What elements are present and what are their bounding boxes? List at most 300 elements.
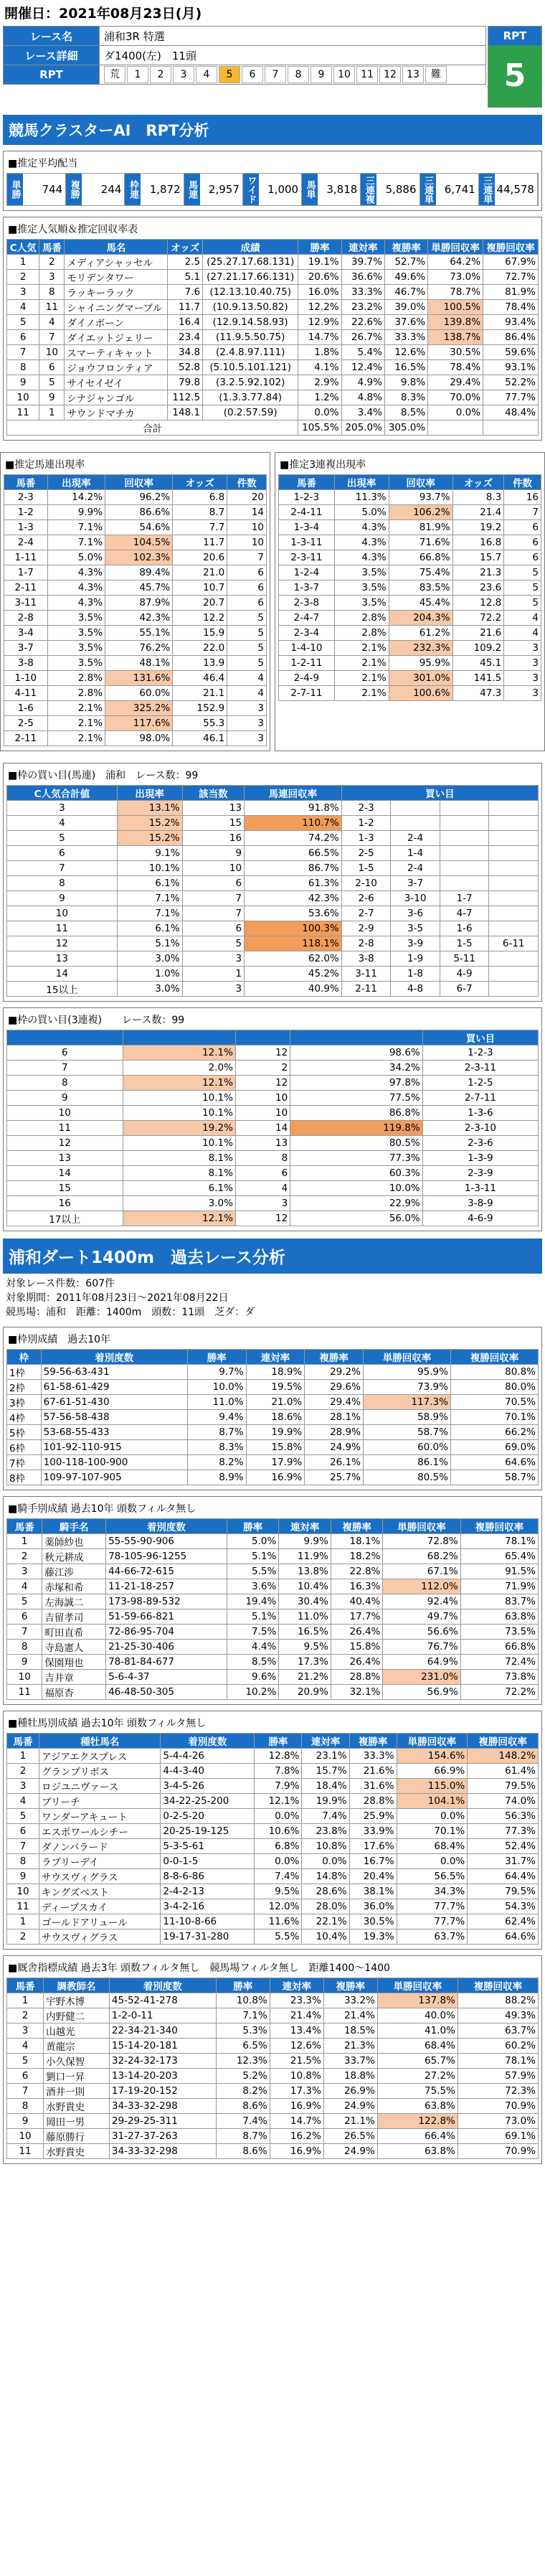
table-cell: 3-8-9 bbox=[422, 1196, 538, 1211]
table-cell: 75.5% bbox=[377, 2084, 458, 2099]
table-cell: (11.9.5.50.75) bbox=[203, 330, 298, 345]
table-cell: 16 bbox=[7, 1196, 123, 1211]
table-cell: 104.5% bbox=[105, 535, 173, 550]
table-cell: 15.7% bbox=[302, 1764, 349, 1779]
table-cell: 薬師紗也 bbox=[42, 1534, 106, 1549]
table-cell: 22-34-21-340 bbox=[109, 2023, 216, 2039]
column-header: 該当数 bbox=[182, 786, 245, 801]
table-cell: 96.2% bbox=[105, 490, 173, 505]
table-cell: 45.1 bbox=[452, 656, 504, 671]
table-cell: 232.3% bbox=[389, 641, 452, 656]
table-cell: 9.6% bbox=[227, 1670, 279, 1685]
table-cell: 2.1% bbox=[334, 671, 389, 686]
table-cell: 86.4% bbox=[483, 330, 539, 345]
table-cell: 14 bbox=[227, 505, 267, 520]
table-cell: 6 bbox=[7, 2069, 44, 2084]
table-cell: 7.1% bbox=[117, 891, 182, 906]
table-cell: 61-58-61-429 bbox=[41, 1380, 187, 1395]
table-cell: 8.5% bbox=[227, 1655, 279, 1670]
table-cell: 23.6 bbox=[452, 580, 504, 596]
table-row bbox=[7, 1779, 539, 1794]
table-cell: 18.1% bbox=[331, 1534, 383, 1549]
table-row bbox=[7, 300, 539, 315]
table-cell: 1 bbox=[7, 255, 39, 270]
table-cell: 2.1% bbox=[47, 701, 105, 716]
table-cell: 8-8-6-86 bbox=[161, 1869, 255, 1884]
table-cell: 10 bbox=[227, 535, 267, 550]
table-row bbox=[279, 656, 541, 671]
table-cell: ダノンバラード bbox=[39, 1839, 161, 1854]
table-cell: 68.4% bbox=[397, 1839, 468, 1854]
table-cell: 73.9% bbox=[363, 1380, 450, 1395]
table-cell: 5 bbox=[227, 611, 267, 626]
table-cell: ラブリーデイ bbox=[39, 1854, 161, 1869]
table-row bbox=[7, 405, 539, 420]
table-cell: 吉井章 bbox=[42, 1670, 106, 1685]
table-cell: 119.8% bbox=[290, 1121, 423, 1136]
table-cell: 66.2% bbox=[450, 1425, 538, 1440]
table-cell: 3 bbox=[182, 982, 245, 997]
table-cell: 21.0 bbox=[173, 565, 227, 580]
table-cell: 63.8% bbox=[460, 1609, 538, 1625]
table-cell: 46-48-50-305 bbox=[106, 1685, 227, 1700]
table-cell: 3 bbox=[227, 731, 267, 746]
payout-item bbox=[7, 174, 66, 205]
payout-item bbox=[184, 174, 243, 205]
jockey-table bbox=[6, 1518, 539, 1700]
table-cell: 左海誠二 bbox=[42, 1594, 106, 1609]
table-cell: 宇野木博 bbox=[44, 1993, 110, 2008]
table-cell: 13.4% bbox=[270, 2023, 323, 2039]
table-cell: 2.1% bbox=[47, 731, 105, 746]
table-cell: 15.8% bbox=[331, 1640, 383, 1655]
table-cell: 139.8% bbox=[428, 315, 483, 330]
table-cell: 2-4 bbox=[4, 535, 48, 550]
table-header-row bbox=[7, 1978, 539, 1993]
table-cell: 21-25-30-406 bbox=[106, 1640, 227, 1655]
table-row bbox=[7, 1549, 539, 1564]
table-cell: 30.5% bbox=[349, 1914, 397, 1929]
table-cell: 61.2% bbox=[389, 626, 452, 641]
table-row bbox=[7, 1685, 539, 1700]
table-cell: 26.5% bbox=[323, 2129, 377, 2144]
table-cell: 1-2-3 bbox=[279, 490, 335, 505]
waku-stats-box bbox=[3, 1327, 542, 1490]
table-cell: 70.9% bbox=[458, 2099, 538, 2114]
table-cell: 59.6% bbox=[483, 345, 539, 360]
payout-item bbox=[243, 174, 302, 205]
payout-item bbox=[361, 174, 420, 205]
total-row bbox=[7, 420, 539, 436]
table-cell: 109-97-107-905 bbox=[41, 1470, 187, 1485]
table-cell: 2-5 bbox=[341, 846, 391, 861]
table-cell: 1-2-4 bbox=[279, 565, 335, 580]
table-cell: 9.1% bbox=[117, 846, 182, 861]
table-cell: 24.9% bbox=[323, 2099, 377, 2114]
table-cell: 3 bbox=[235, 1196, 290, 1211]
table-cell: 72.8% bbox=[383, 1534, 460, 1549]
table-cell: 9 bbox=[39, 390, 65, 405]
table-cell: 8枠 bbox=[7, 1470, 42, 1485]
table-cell: 34.8 bbox=[168, 345, 203, 360]
column-header: 複勝回収率 bbox=[483, 240, 539, 255]
table-cell: 20.6% bbox=[298, 270, 341, 285]
table-cell: 46.1 bbox=[173, 731, 227, 746]
table-cell: 72.2 bbox=[452, 611, 504, 626]
table-cell: 70.5% bbox=[450, 1395, 538, 1410]
table-cell: 55-55-90-906 bbox=[106, 1534, 227, 1549]
column-header bbox=[290, 1030, 423, 1045]
table-cell: 12 bbox=[235, 1211, 290, 1226]
table-cell: 2-4-11 bbox=[279, 505, 335, 520]
table-cell: 12.6% bbox=[384, 345, 427, 360]
table-cell: 3.5% bbox=[334, 580, 389, 596]
payout-value: 44,578 bbox=[496, 183, 534, 196]
table-cell: 2.1% bbox=[334, 656, 389, 671]
table-cell: 寺島憲人 bbox=[42, 1640, 106, 1655]
table-cell: 66.8% bbox=[389, 550, 452, 565]
table-cell: 58.9% bbox=[363, 1410, 450, 1425]
table-cell: 51-59-66-821 bbox=[106, 1609, 227, 1625]
table-cell: 6.1% bbox=[123, 1181, 235, 1196]
table-cell: 10.1% bbox=[123, 1091, 235, 1106]
table-cell: 3-7 bbox=[4, 641, 48, 656]
table-cell: 100.6% bbox=[389, 686, 452, 701]
table-cell: 4.1% bbox=[298, 360, 341, 375]
table-cell: (5.10.5.101.121) bbox=[203, 360, 298, 375]
table-cell: 8.3% bbox=[384, 390, 427, 405]
table-cell: 16 bbox=[504, 490, 541, 505]
table-row bbox=[7, 861, 539, 876]
waku-sanrentan-caption: ■枠の買い目(3連複) レース数：99 bbox=[8, 1015, 185, 1026]
column-header: オッズ bbox=[168, 240, 203, 255]
table-cell: 4.3% bbox=[334, 520, 389, 535]
table-cell: 64.6% bbox=[450, 1455, 538, 1470]
table-cell: 80.5% bbox=[290, 1136, 423, 1151]
table-cell: 0.0% bbox=[255, 1854, 302, 1869]
table-row bbox=[7, 1061, 539, 1076]
table-cell: 14 bbox=[7, 967, 118, 982]
table-cell: 56.9% bbox=[383, 1685, 460, 1700]
table-cell: 5 bbox=[504, 580, 541, 596]
table-cell: 3-7 bbox=[391, 876, 440, 891]
table-cell: 4-6-9 bbox=[422, 1211, 538, 1226]
rpt-cell: 4 bbox=[196, 66, 217, 83]
column-header: 着別度数 bbox=[106, 1519, 227, 1534]
table-row bbox=[7, 1045, 539, 1061]
table-cell: エスポワールシチー bbox=[39, 1824, 161, 1839]
table-row bbox=[7, 1166, 539, 1181]
table-cell: シャイニングマーブル bbox=[65, 300, 168, 315]
table-row bbox=[279, 520, 541, 535]
table-cell: 78.1% bbox=[460, 1534, 538, 1549]
table-cell: 71.6% bbox=[389, 535, 452, 550]
table-cell: 4.3% bbox=[47, 580, 105, 596]
table-cell: 15.2% bbox=[117, 831, 182, 846]
table-cell: 1-3-4 bbox=[279, 520, 335, 535]
table-cell: 1-5 bbox=[440, 936, 489, 951]
table-row bbox=[7, 1764, 539, 1779]
table-cell: サイセイゼイ bbox=[65, 375, 168, 390]
table-cell: 10.8% bbox=[270, 2069, 323, 2084]
table-cell: 2.5 bbox=[168, 255, 203, 270]
table-cell: 6 bbox=[235, 1166, 290, 1181]
table-cell: 2-8 bbox=[341, 936, 391, 951]
table-cell: 12.1% bbox=[123, 1211, 235, 1226]
table-cell: 112.5 bbox=[168, 390, 203, 405]
table-cell: 100.5% bbox=[428, 300, 483, 315]
popularity-caption: ■推定人気順＆推定回収率表 bbox=[8, 224, 138, 235]
table-cell: 15.7 bbox=[452, 550, 504, 565]
column-header: 単勝回収率 bbox=[383, 1519, 460, 1534]
table-cell: ダイノボーン bbox=[65, 315, 168, 330]
total-label: 合計 bbox=[7, 420, 298, 436]
table-cell: 36.0% bbox=[349, 1899, 397, 1914]
table-cell: 12.8 bbox=[452, 596, 504, 611]
table-cell: 62.0% bbox=[245, 951, 342, 967]
table-cell: 11 bbox=[7, 1121, 123, 1136]
table-cell: 8.2% bbox=[187, 1455, 246, 1470]
table-cell: 3.5% bbox=[47, 611, 105, 626]
table-cell: 63.8% bbox=[377, 2099, 458, 2114]
table-cell: 16.8 bbox=[452, 535, 504, 550]
table-cell: 60.2% bbox=[458, 2039, 538, 2054]
table-row bbox=[4, 596, 267, 611]
table-cell: 13 bbox=[7, 1151, 123, 1166]
table-cell: 28.1% bbox=[305, 1410, 364, 1425]
column-header: 出現率 bbox=[334, 475, 389, 490]
table-cell: 10 bbox=[7, 906, 118, 921]
table-cell bbox=[440, 816, 489, 831]
table-cell: 22.9% bbox=[290, 1196, 423, 1211]
table-cell: 16.0% bbox=[298, 285, 341, 300]
table-cell: 藤原勝行 bbox=[44, 2129, 110, 2144]
column-header: 騎手名 bbox=[42, 1519, 106, 1534]
table-cell: 20-25-19-125 bbox=[161, 1824, 255, 1839]
table-cell: 3-4-5-26 bbox=[161, 1779, 255, 1794]
column-header bbox=[7, 1030, 123, 1045]
column-header: 勝率 bbox=[227, 1519, 279, 1534]
rpt-cell: 7 bbox=[265, 66, 286, 83]
table-cell: 10.0% bbox=[290, 1181, 423, 1196]
table-cell: 2-3-9 bbox=[422, 1166, 538, 1181]
table-cell: 2-3 bbox=[4, 490, 48, 505]
payout-value: 744 bbox=[42, 183, 63, 196]
table-cell: 3 bbox=[504, 671, 541, 686]
table-cell: 1-3 bbox=[341, 831, 391, 846]
table-cell: 117.3% bbox=[363, 1395, 450, 1410]
table-cell: 劉口一昇 bbox=[44, 2069, 110, 2084]
table-row bbox=[7, 1884, 539, 1899]
table-cell: 2.8% bbox=[47, 686, 105, 701]
table-row bbox=[279, 505, 541, 520]
table-cell: 20.9% bbox=[279, 1685, 331, 1700]
payout-row bbox=[6, 173, 539, 206]
table-cell: 10 bbox=[7, 1884, 39, 1899]
table-cell bbox=[489, 801, 539, 816]
table-cell: 97.8% bbox=[290, 1076, 423, 1091]
table-cell: 5 bbox=[39, 375, 65, 390]
jockey-box bbox=[3, 1496, 542, 1705]
table-cell: 74.0% bbox=[468, 1794, 539, 1809]
table-cell: 39.7% bbox=[341, 255, 384, 270]
column-header: 連対率 bbox=[341, 240, 384, 255]
table-cell: 78.4% bbox=[483, 300, 539, 315]
table-cell: 137.8% bbox=[377, 1993, 458, 2008]
table-cell: 12.1% bbox=[123, 1045, 235, 1061]
table-row bbox=[7, 1196, 539, 1211]
course-meta-line: 対象レース件数：607件 bbox=[6, 1278, 115, 1289]
table-row bbox=[7, 1136, 539, 1151]
table-cell: 48.1% bbox=[105, 656, 173, 671]
table-cell bbox=[489, 876, 539, 891]
table-header-row bbox=[7, 1734, 539, 1749]
table-cell: 80.8% bbox=[450, 1365, 538, 1380]
race-header bbox=[3, 26, 542, 112]
table-cell: 1-7 bbox=[440, 891, 489, 906]
table-cell: 1-11 bbox=[4, 550, 48, 565]
course-title: 浦和ダート1400m 過去レース分析 bbox=[3, 1238, 542, 1274]
table-cell: 28.9% bbox=[305, 1425, 364, 1440]
table-cell: 59-56-63-431 bbox=[41, 1365, 187, 1380]
table-cell: 13 bbox=[182, 801, 245, 816]
table-cell: 115.0% bbox=[397, 1779, 468, 1794]
table-row bbox=[7, 360, 539, 375]
table-cell: 5-11 bbox=[440, 951, 489, 967]
table-cell: 4 bbox=[39, 315, 65, 330]
table-cell: 173-98-89-532 bbox=[106, 1594, 227, 1609]
rpt-scale-label: RPT bbox=[4, 65, 100, 85]
table-cell: 2.8% bbox=[334, 626, 389, 641]
table-row bbox=[7, 2084, 539, 2099]
table-row bbox=[7, 1609, 539, 1625]
table-cell: 17.3% bbox=[270, 2084, 323, 2099]
table-cell: 10 bbox=[227, 520, 267, 535]
payout-label: 三連単 bbox=[479, 174, 495, 205]
table-cell: 117.6% bbox=[105, 716, 173, 731]
table-cell: 73.0% bbox=[458, 2114, 538, 2129]
table-cell: 57-56-58-438 bbox=[41, 1410, 187, 1425]
table-cell: 49.7% bbox=[383, 1609, 460, 1625]
payout-label: 馬単 bbox=[302, 174, 318, 205]
table-cell: 92.4% bbox=[383, 1594, 460, 1609]
column-header: 出現率 bbox=[47, 475, 105, 490]
table-cell: 11 bbox=[7, 1685, 42, 1700]
table-cell: 2 bbox=[7, 1549, 42, 1564]
table-cell: 6 bbox=[7, 330, 39, 345]
table-cell: 3.5% bbox=[334, 596, 389, 611]
table-cell: 7 bbox=[7, 345, 39, 360]
table-cell: 山越光 bbox=[44, 2023, 110, 2039]
table-cell: 2 bbox=[7, 1929, 39, 1945]
table-cell: 1-4-10 bbox=[279, 641, 335, 656]
waku-stats-caption: ■枠別成績 過去10年 bbox=[8, 1334, 111, 1345]
table-cell: 12.8% bbox=[255, 1749, 302, 1764]
table-cell: 8.5% bbox=[384, 405, 427, 420]
table-cell: 10 bbox=[7, 1670, 42, 1685]
payout-value: 1,000 bbox=[267, 183, 299, 196]
table-cell: 2-4 bbox=[391, 861, 440, 876]
table-cell: 7 bbox=[504, 505, 541, 520]
table-cell: 98.0% bbox=[105, 731, 173, 746]
table-cell bbox=[489, 861, 539, 876]
table-cell: 10 bbox=[7, 390, 39, 405]
table-row bbox=[4, 505, 267, 520]
table-cell: 8.1% bbox=[123, 1151, 235, 1166]
table-cell: 70.1% bbox=[450, 1410, 538, 1425]
table-cell: 4.9% bbox=[341, 375, 384, 390]
table-cell: 26.1% bbox=[305, 1455, 364, 1470]
table-cell: グランプリボス bbox=[39, 1764, 161, 1779]
column-header: 勝率 bbox=[298, 240, 341, 255]
rpt-cell: 荒 bbox=[104, 66, 125, 83]
rpt-cell: 2 bbox=[150, 66, 171, 83]
table-cell: 4-7 bbox=[440, 906, 489, 921]
table-row bbox=[7, 1470, 539, 1485]
table-cell bbox=[489, 816, 539, 831]
table-row bbox=[279, 580, 541, 596]
table-cell: 3 bbox=[7, 1779, 39, 1794]
table-cell: 3.0% bbox=[123, 1196, 235, 1211]
column-header: 枠 bbox=[7, 1350, 42, 1365]
table-cell: 10 bbox=[7, 2129, 44, 2144]
table-cell: 138.7% bbox=[428, 330, 483, 345]
table-cell: 12.0% bbox=[255, 1899, 302, 1914]
payout-item bbox=[66, 174, 125, 205]
table-cell: 3-10 bbox=[391, 891, 440, 906]
table-cell: 6 bbox=[7, 1824, 39, 1839]
table-cell: 3 bbox=[504, 686, 541, 701]
table-cell: 7.1% bbox=[47, 520, 105, 535]
table-cell: 12.1% bbox=[123, 1076, 235, 1091]
table-cell: (10.9.13.50.82) bbox=[203, 300, 298, 315]
payout-label: 三連複 bbox=[361, 174, 376, 205]
table-cell: 77.7% bbox=[397, 1914, 468, 1929]
table-cell: 5.0% bbox=[47, 550, 105, 565]
table-cell: 31.7% bbox=[468, 1854, 539, 1869]
table-cell: 5 bbox=[7, 1809, 39, 1824]
table-cell: 2.9% bbox=[298, 375, 341, 390]
table-cell: 86.6% bbox=[105, 505, 173, 520]
table-cell: 152.9 bbox=[173, 701, 227, 716]
table-cell: 29-29-25-311 bbox=[109, 2114, 216, 2129]
table-cell: ブリーチ bbox=[39, 1794, 161, 1809]
table-cell: 10 bbox=[182, 861, 245, 876]
table-cell: 40.9% bbox=[245, 982, 342, 997]
table-row bbox=[7, 801, 539, 816]
table-cell: 22.6% bbox=[341, 315, 384, 330]
table-cell: 3-8 bbox=[341, 951, 391, 967]
table-cell: 29.4% bbox=[305, 1395, 364, 1410]
table-cell: 3.0% bbox=[117, 951, 182, 967]
table-cell: 7.4% bbox=[216, 2114, 270, 2129]
table-cell: 30.4% bbox=[279, 1594, 331, 1609]
table-cell: 110.7% bbox=[245, 816, 342, 831]
table-row bbox=[7, 846, 539, 861]
table-cell: 10.6% bbox=[255, 1824, 302, 1839]
payout-caption: ■推定平均配当 bbox=[8, 158, 78, 169]
table-cell: 64.9% bbox=[383, 1655, 460, 1670]
table-cell: 3-5 bbox=[391, 921, 440, 936]
table-cell: 87.9% bbox=[105, 596, 173, 611]
table-cell: 101-92-110-915 bbox=[41, 1440, 187, 1455]
table-cell: 52.7% bbox=[384, 255, 427, 270]
table-cell: 9.9% bbox=[47, 505, 105, 520]
rpt-cell: 6 bbox=[242, 66, 263, 83]
payout-value: 6,741 bbox=[444, 183, 475, 196]
table-cell: 10 bbox=[39, 345, 65, 360]
table-cell: 0.0% bbox=[302, 1854, 349, 1869]
